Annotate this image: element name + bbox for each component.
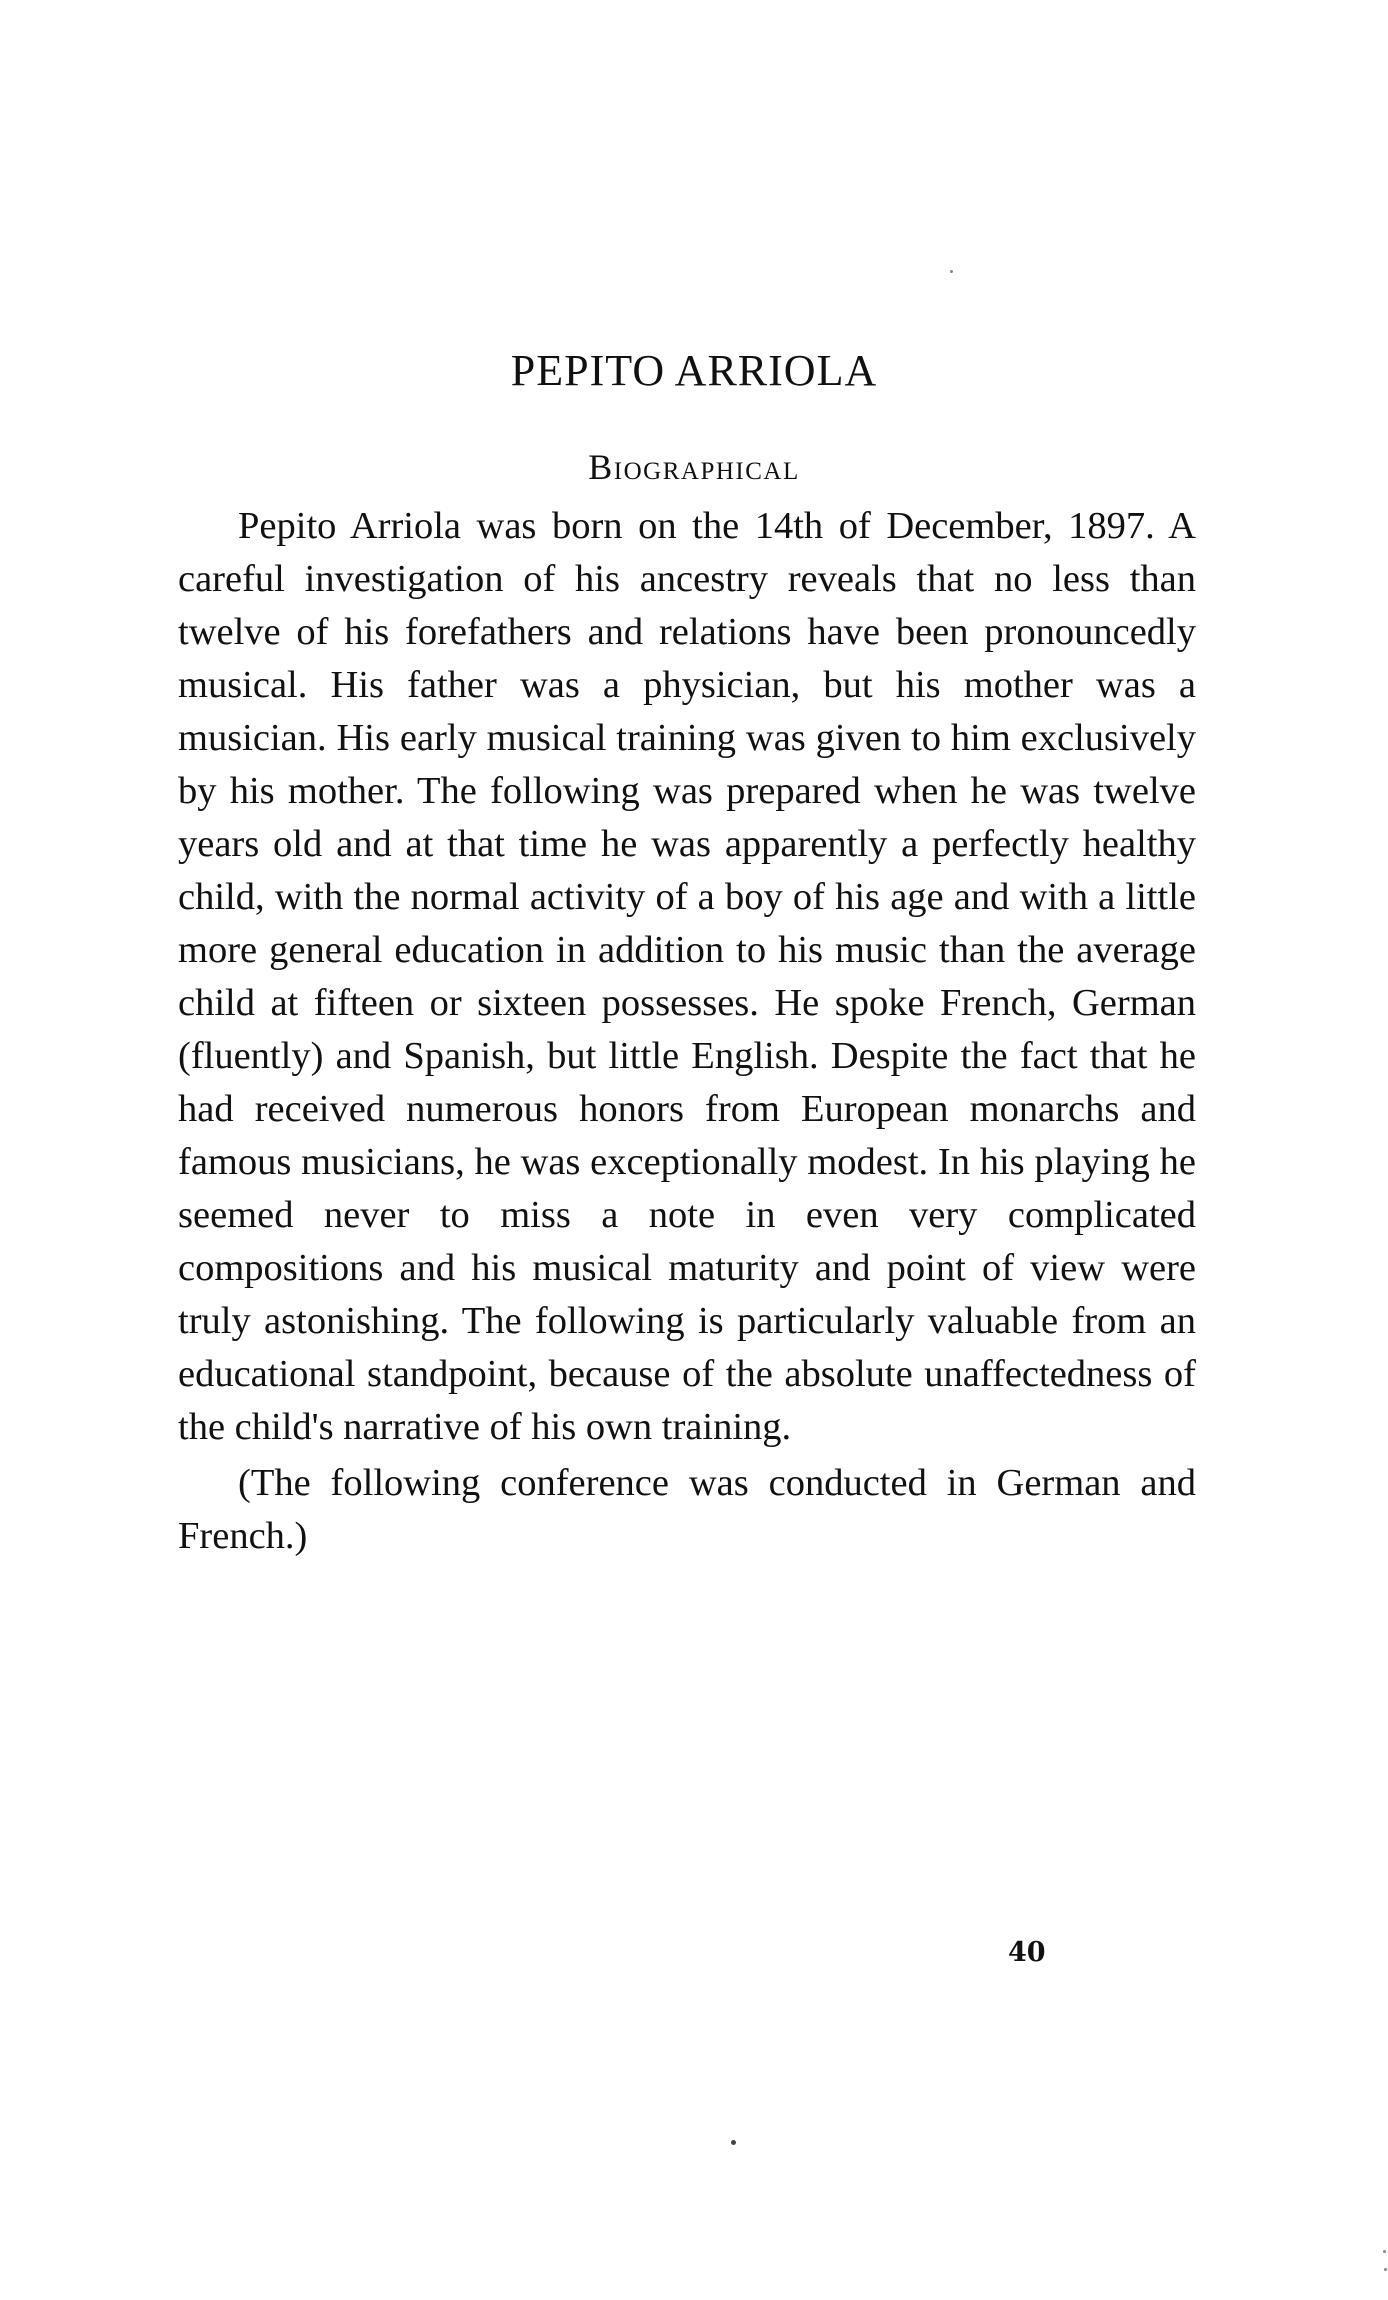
paragraph-biography: Pepito Arriola was born on the 14th of December, 1897. A careful investigation of his ancestry reveals that no less than twelve of his forefathers and relations have been pronouncedly musical. His father was a physician, but his mother was a musician. His early musical training was given to him exclusively by his mother. The following was prepared when he was twelve years old and at that time he was apparently a perfectly healthy child, with the normal activity of a boy of his age and with a little more general education in addition to his music than the average child at fifteen or sixteen possesses. He spoke French, German (fluently) and Spanish, but little English. Despite the fact that he had received numerous honors from European monarchs and famous musicians, he was exceptionally modest. In his playing he seemed never to miss a note in even very complicated compositions and his musical maturity and point of view were truly astonishing. The following is particularly valuable from an educational standpoint, because of the absolute unaffectedness of the child's narrative of his own training. [178, 505, 1196, 1448]
chapter-title: PEPITO ARRIOLA [510, 346, 878, 395]
paragraph-note: (The following conference was conducted in German and French.) [178, 1462, 1196, 1557]
page-number: 40 [1008, 1937, 1046, 1968]
scan-speck [731, 2140, 736, 2145]
scan-speck [1383, 2250, 1386, 2253]
scan-speck [1384, 2268, 1387, 2271]
body-text [178, 500, 1196, 1563]
scan-speck [950, 270, 953, 273]
section-subtitle: Biographical [588, 447, 800, 487]
